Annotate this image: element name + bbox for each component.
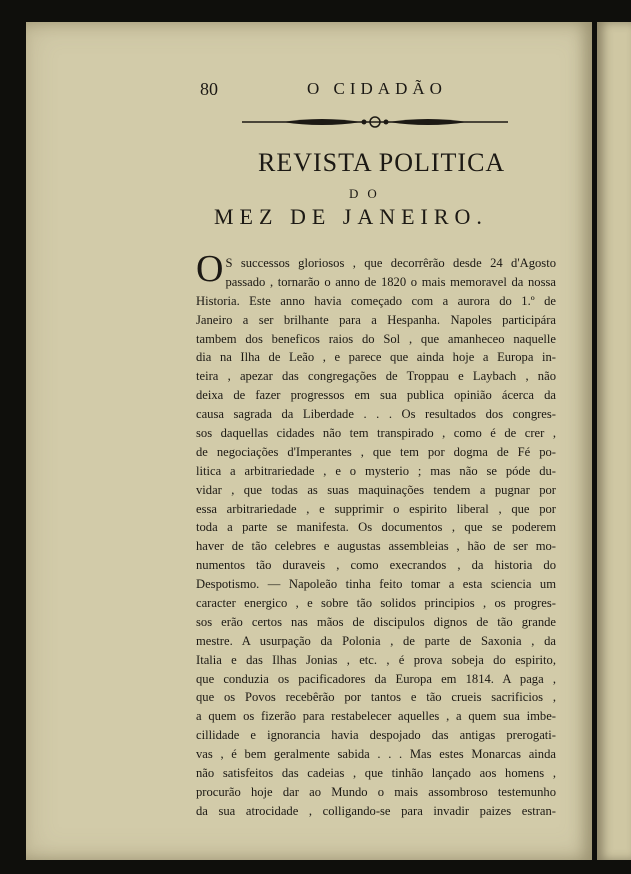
article-title: REVISTA POLITICA — [258, 148, 506, 177]
text-line: que conduzia os pacificadores da Europa em 1814. A paga , — [196, 671, 556, 686]
text-line: haver de tão celebres e augustas assembleias , hão de ser mo- — [196, 539, 556, 554]
text-line: vidar , que todas as suas maquinações tendem a pugnar por — [196, 482, 556, 497]
title-connector: DO — [349, 186, 386, 201]
text-line: caracter energico , e sobre tão solidos principios , os progres- — [196, 596, 556, 611]
text-line: de negociações d'Imperantes , que tem por dogma de Fé po- — [196, 444, 556, 459]
text-line: sos erão certos nas mãos de discipulos dignos de tão grande — [196, 614, 556, 629]
text-line: numentos tão duraveis , como execrandos , da historia do — [196, 558, 556, 573]
drop-cap: O — [196, 248, 224, 290]
text-line: dia na Ilha de Leão , e parece que ainda hoje a Europa in- — [196, 350, 556, 365]
text-line: passado , tornarão o anno de 1820 o mais memoravel da nossa — [225, 274, 556, 289]
text-line: Historia. Este anno havia começado com a aurora do 1.º de — [196, 293, 556, 308]
text-line: mestre. A usurpação da Polonia , de parte de Saxonia , da — [196, 633, 556, 648]
ornamental-rule — [242, 114, 508, 130]
text-line: deixa de fazer progressos em sua publica opinião ácerca da — [196, 388, 556, 403]
article-body — [196, 248, 556, 821]
text-line: que os Povos recebêrão por tantos e tão crueis sacrificios , — [196, 690, 556, 705]
text-line: litica a arbitrariedade , e o mysterio ; mas não se póde du- — [196, 463, 556, 478]
text-line: S successos gloriosos , que decorrêrão desde 24 d'Agosto — [225, 256, 556, 270]
text-line: causa sagrada da Liberdade . . . Os resultados dos congres- — [196, 407, 556, 422]
text-line: vas , é bem geralmente sabida . . . Mas estes Monarcas ainda — [196, 747, 556, 762]
text-line: essa arbitrariedade , e supprimir o espirito liberal , que por — [196, 501, 556, 516]
text-line: da sua atrocidade , colligando-se para invadir paizes estran- — [196, 803, 556, 818]
running-head: O CIDADÃO — [307, 79, 447, 98]
article-subtitle: MEZ DE JANEIRO. — [214, 204, 488, 229]
adjacent-page-edge — [597, 22, 631, 860]
text-line: a quem os fizerão para restabelecer aquelles , a quem sua imbe- — [196, 709, 556, 724]
page-number: 80 — [200, 79, 218, 99]
text-line: toda a parte se manifesta. Os documentos , que se poderem — [196, 520, 556, 535]
text-line: teira , apezar das congregações de Troppau e Laybach , não — [196, 369, 556, 384]
text-line: Italia e das Ilhas Jonias , etc. , é prova sobeja do espirito, — [196, 652, 556, 667]
text-line: Janeiro a ser brilhante para a Hespanha. Napoles participára — [196, 312, 556, 327]
text-line: procurão hoje dar ao Mundo o mais assombroso testemunho — [196, 784, 556, 799]
text-line: sos daquellas cidades não tem transpirado , como é de crer , — [196, 426, 556, 441]
text-line: não satisfeitos das cadeias , que tinhão lançado aos homens , — [196, 766, 556, 781]
text-line: Despotismo. — Napoleão tinha feito tomar a esta sciencia um — [196, 577, 556, 592]
text-line: cillidade e ignorancia havia despojado das antigas prerogati- — [196, 728, 556, 743]
text-line: tambem dos beneficos raios do Sol , que amanheceo naquelle — [196, 331, 556, 346]
